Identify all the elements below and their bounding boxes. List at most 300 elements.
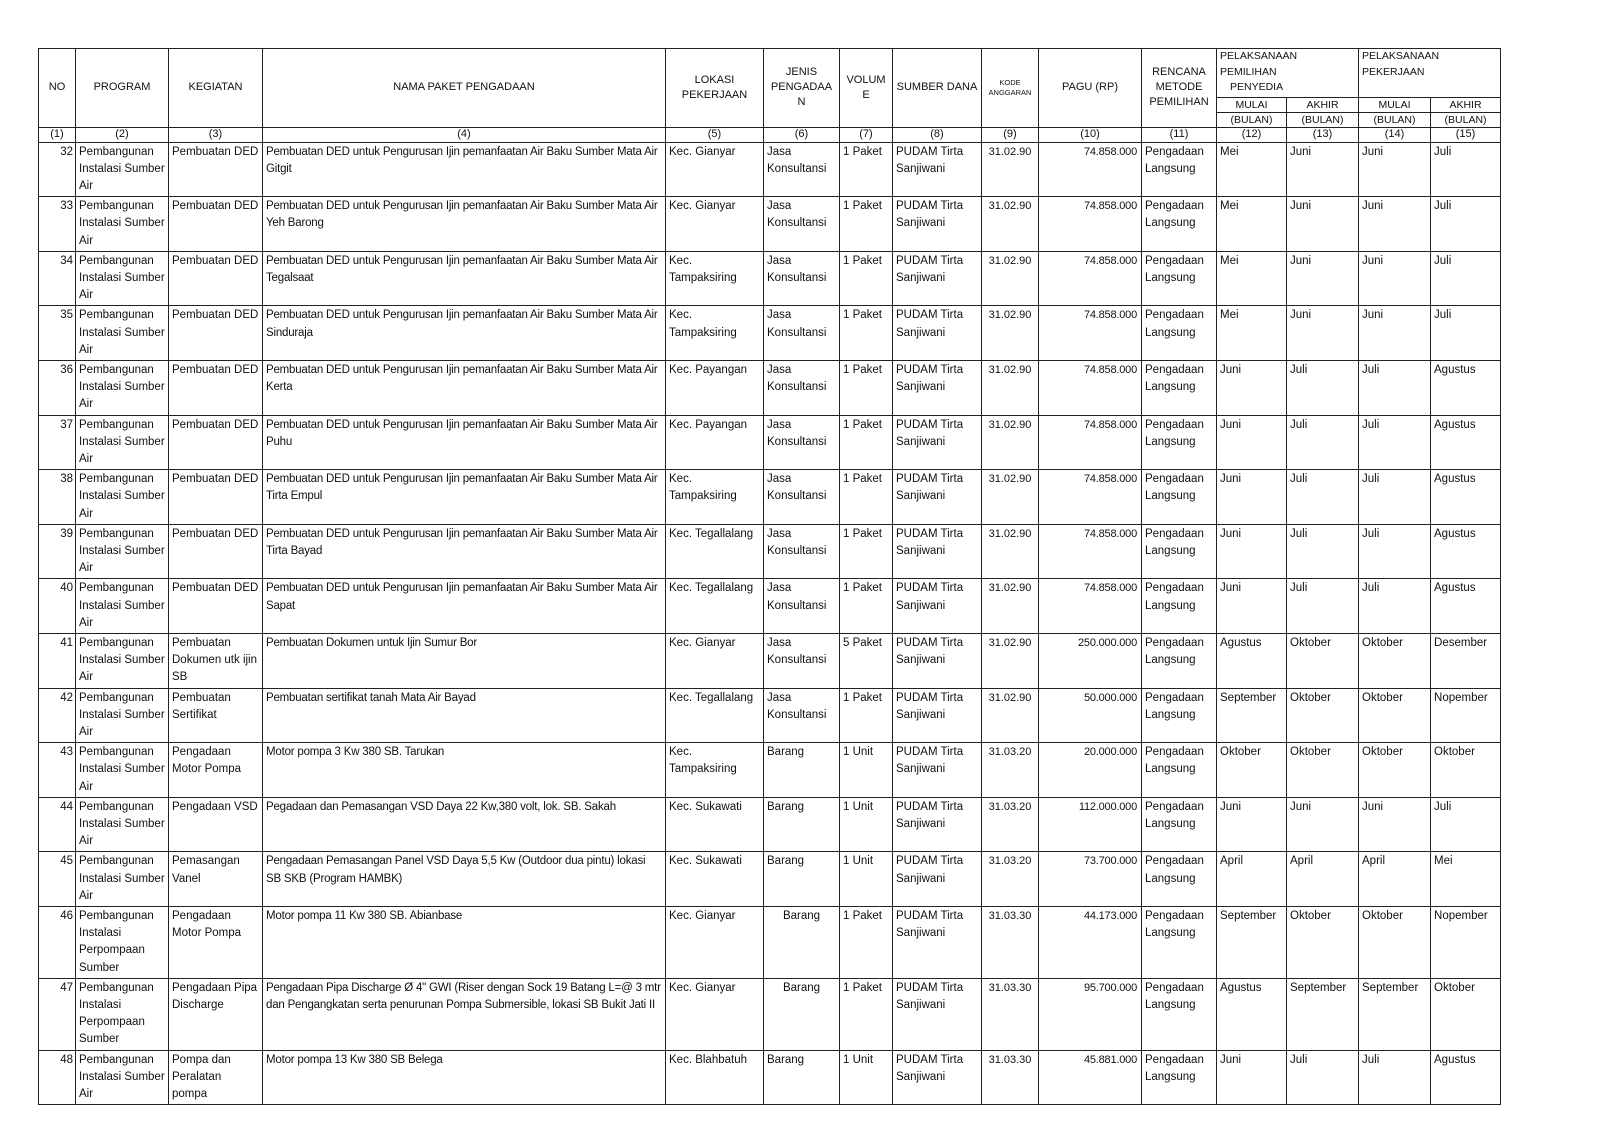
cell-metode: Pengadaan Langsung	[1142, 306, 1217, 361]
cell-metode: Pengadaan Langsung	[1142, 688, 1217, 743]
table-body	[39, 142, 1501, 1105]
cell-metode: Pengadaan Langsung	[1142, 360, 1217, 415]
cell-pemilihan-akhir: Juli	[1287, 470, 1359, 525]
cell-no: 44	[39, 797, 76, 852]
cell-lokasi: Kec. Gianyar	[666, 142, 764, 197]
cell-kode-anggaran: 31.02.90	[982, 633, 1039, 688]
column-number-13: (13)	[1287, 127, 1359, 142]
cell-metode: Pengadaan Langsung	[1142, 852, 1217, 907]
cell-volume: 1 Unit	[840, 743, 893, 798]
cell-pagu: 74.858.000	[1039, 579, 1142, 634]
cell-pemilihan-akhir: Juli	[1287, 579, 1359, 634]
cell-pemilihan-mulai: Mei	[1217, 251, 1287, 306]
cell-kegiatan: Pemasangan Vanel	[169, 852, 263, 907]
cell-kegiatan: Pengadaan Pipa Discharge	[169, 978, 263, 1050]
cell-jenis: Jasa Konsultansi	[764, 197, 840, 252]
cell-pekerjaan-akhir: Mei	[1431, 852, 1501, 907]
cell-sumber-dana: PUDAM Tirta Sanjiwani	[893, 524, 982, 579]
cell-pemilihan-akhir: Oktober	[1287, 743, 1359, 798]
cell-program: Pembangunan Instalasi Sumber Air	[76, 852, 169, 907]
cell-kode-anggaran: 31.03.20	[982, 797, 1039, 852]
cell-pemilihan-mulai: Mei	[1217, 197, 1287, 252]
cell-program: Pembangunan Instalasi Perpompaan Sumber	[76, 978, 169, 1050]
cell-sumber-dana: PUDAM Tirta Sanjiwani	[893, 306, 982, 361]
cell-kode-anggaran: 31.02.90	[982, 470, 1039, 525]
cell-kode-anggaran: 31.02.90	[982, 579, 1039, 634]
cell-jenis: Jasa Konsultansi	[764, 306, 840, 361]
cell-kegiatan: Pembuatan Dokumen utk ijin SB	[169, 633, 263, 688]
column-number-12: (12)	[1217, 127, 1287, 142]
cell-pekerjaan-akhir: Agustus	[1431, 470, 1501, 525]
cell-pemilihan-mulai: September	[1217, 688, 1287, 743]
column-number-14: (14)	[1359, 127, 1431, 142]
cell-pekerjaan-akhir: Juli	[1431, 251, 1501, 306]
cell-lokasi: Kec. Gianyar	[666, 978, 764, 1050]
cell-volume: 1 Paket	[840, 306, 893, 361]
cell-nama-paket: Pembuatan DED untuk Pengurusan Ijin pemanfaatan Air Baku Sumber Mata Air Puhu	[263, 415, 666, 470]
cell-pekerjaan-mulai: Juli	[1359, 415, 1431, 470]
header-kegiatan: KEGIATAN	[169, 49, 263, 128]
cell-pemilihan-akhir: Juli	[1287, 524, 1359, 579]
table-row	[39, 360, 1501, 415]
cell-program: Pembangunan Instalasi Sumber Air	[76, 579, 169, 634]
cell-kegiatan: Pembuatan DED	[169, 470, 263, 525]
cell-sumber-dana: PUDAM Tirta Sanjiwani	[893, 1050, 982, 1105]
cell-pekerjaan-mulai: Oktober	[1359, 743, 1431, 798]
cell-program: Pembangunan Instalasi Sumber Air	[76, 251, 169, 306]
cell-pekerjaan-mulai: April	[1359, 852, 1431, 907]
header-pemilihan-line1: PELAKSANAAN	[1220, 50, 1298, 62]
header-nama-paket: NAMA PAKET PENGADAAN	[263, 49, 666, 128]
cell-jenis: Jasa Konsultansi	[764, 251, 840, 306]
cell-nama-paket: Pembuatan Dokumen untuk Ijin Sumur Bor	[263, 633, 666, 688]
cell-pemilihan-mulai: Oktober	[1217, 743, 1287, 798]
cell-pekerjaan-mulai: Oktober	[1359, 633, 1431, 688]
cell-lokasi: Kec. Gianyar	[666, 907, 764, 979]
table-row	[39, 797, 1501, 852]
header-pekerjaan-line2: PEKERJAAN	[1362, 65, 1425, 78]
cell-nama-paket: Pembuatan DED untuk Pengurusan Ijin pemanfaatan Air Baku Sumber Mata Air Gitgit	[263, 142, 666, 197]
column-number-1: (1)	[39, 127, 76, 142]
cell-pemilihan-akhir: Juni	[1287, 142, 1359, 197]
cell-lokasi: Kec. Tampaksiring	[666, 470, 764, 525]
cell-kegiatan: Pengadaan Motor Pompa	[169, 907, 263, 979]
cell-kode-anggaran: 31.02.90	[982, 142, 1039, 197]
cell-kode-anggaran: 31.02.90	[982, 415, 1039, 470]
cell-metode: Pengadaan Langsung	[1142, 415, 1217, 470]
cell-metode: Pengadaan Langsung	[1142, 743, 1217, 798]
column-number-2: (2)	[76, 127, 169, 142]
cell-nama-paket: Pembuatan DED untuk Pengurusan Ijin pemanfaatan Air Baku Sumber Mata Air Tirta Empul	[263, 470, 666, 525]
cell-sumber-dana: PUDAM Tirta Sanjiwani	[893, 688, 982, 743]
cell-kode-anggaran: 31.02.90	[982, 360, 1039, 415]
header-pk-akhir-unit: (BULAN)	[1431, 112, 1501, 127]
cell-kegiatan: Pembuatan DED	[169, 415, 263, 470]
header-no: NO	[39, 49, 76, 128]
cell-program: Pembangunan Instalasi Sumber Air	[76, 524, 169, 579]
cell-pemilihan-akhir: Juli	[1287, 415, 1359, 470]
cell-pemilihan-akhir: Oktober	[1287, 633, 1359, 688]
cell-volume: 1 Paket	[840, 360, 893, 415]
cell-pemilihan-mulai: Mei	[1217, 306, 1287, 361]
column-number-7: (7)	[840, 127, 893, 142]
cell-pekerjaan-akhir: Juli	[1431, 197, 1501, 252]
cell-kode-anggaran: 31.03.30	[982, 978, 1039, 1050]
header-jenis: JENIS PENGADAAN	[764, 49, 840, 128]
cell-lokasi: Kec. Blahbatuh	[666, 1050, 764, 1105]
cell-metode: Pengadaan Langsung	[1142, 1050, 1217, 1105]
cell-pemilihan-mulai: Juni	[1217, 415, 1287, 470]
header-volume: VOLUME	[840, 49, 893, 128]
cell-pekerjaan-akhir: Agustus	[1431, 360, 1501, 415]
cell-no: 41	[39, 633, 76, 688]
cell-kegiatan: Pembuatan Sertifikat	[169, 688, 263, 743]
cell-no: 43	[39, 743, 76, 798]
cell-kegiatan: Pembuatan DED	[169, 142, 263, 197]
cell-kegiatan: Pembuatan DED	[169, 197, 263, 252]
cell-no: 38	[39, 470, 76, 525]
cell-sumber-dana: PUDAM Tirta Sanjiwani	[893, 797, 982, 852]
cell-jenis: Jasa Konsultansi	[764, 415, 840, 470]
cell-metode: Pengadaan Langsung	[1142, 142, 1217, 197]
table-row	[39, 1050, 1501, 1105]
cell-jenis: Jasa Konsultansi	[764, 579, 840, 634]
cell-program: Pembangunan Instalasi Sumber Air	[76, 633, 169, 688]
cell-kode-anggaran: 31.03.20	[982, 743, 1039, 798]
cell-lokasi: Kec. Sukawati	[666, 852, 764, 907]
cell-no: 33	[39, 197, 76, 252]
column-number-4: (4)	[263, 127, 666, 142]
table-row	[39, 852, 1501, 907]
cell-pagu: 44.173.000	[1039, 907, 1142, 979]
table-row	[39, 470, 1501, 525]
procurement-table	[38, 48, 1501, 1105]
cell-no: 48	[39, 1050, 76, 1105]
cell-pemilihan-akhir: Juli	[1287, 1050, 1359, 1105]
cell-pekerjaan-mulai: Juli	[1359, 1050, 1431, 1105]
cell-kode-anggaran: 31.03.20	[982, 852, 1039, 907]
header-pemilihan-line3: PENYEDIA	[1230, 81, 1284, 93]
cell-volume: 1 Paket	[840, 251, 893, 306]
cell-jenis: Jasa Konsultansi	[764, 360, 840, 415]
cell-lokasi: Kec. Tegallalang	[666, 524, 764, 579]
cell-pekerjaan-akhir: Agustus	[1431, 1050, 1501, 1105]
cell-nama-paket: Pembuatan DED untuk Pengurusan Ijin pemanfaatan Air Baku Sumber Mata Air Sapat	[263, 579, 666, 634]
cell-sumber-dana: PUDAM Tirta Sanjiwani	[893, 633, 982, 688]
cell-kegiatan: Pompa dan Peralatan pompa	[169, 1050, 263, 1105]
cell-jenis: Jasa Konsultansi	[764, 524, 840, 579]
cell-metode: Pengadaan Langsung	[1142, 907, 1217, 979]
cell-pagu: 74.858.000	[1039, 306, 1142, 361]
cell-pekerjaan-mulai: Juni	[1359, 197, 1431, 252]
cell-lokasi: Kec. Payangan	[666, 360, 764, 415]
cell-kegiatan: Pembuatan DED	[169, 524, 263, 579]
cell-metode: Pengadaan Langsung	[1142, 579, 1217, 634]
cell-kegiatan: Pengadaan VSD	[169, 797, 263, 852]
cell-jenis: Barang	[764, 978, 840, 1050]
cell-jenis: Barang	[764, 1050, 840, 1105]
header-pagu: PAGU (RP)	[1039, 49, 1142, 128]
cell-pagu: 74.858.000	[1039, 360, 1142, 415]
cell-nama-paket: Pegadaan dan Pemasangan VSD Daya 22 Kw,380 volt, lok. SB. Sakah	[263, 797, 666, 852]
cell-kode-anggaran: 31.03.30	[982, 907, 1039, 979]
header-lokasi: LOKASI PEKERJAAN	[666, 49, 764, 128]
cell-pekerjaan-akhir: Agustus	[1431, 579, 1501, 634]
cell-no: 40	[39, 579, 76, 634]
cell-volume: 1 Paket	[840, 524, 893, 579]
cell-nama-paket: Pembuatan DED untuk Pengurusan Ijin pemanfaatan Air Baku Sumber Mata Air Kerta	[263, 360, 666, 415]
header-sumber-dana: SUMBER DANA	[893, 49, 982, 128]
cell-pagu: 74.858.000	[1039, 524, 1142, 579]
cell-program: Pembangunan Instalasi Sumber Air	[76, 470, 169, 525]
cell-no: 46	[39, 907, 76, 979]
cell-pemilihan-mulai: Agustus	[1217, 978, 1287, 1050]
cell-jenis: Barang	[764, 797, 840, 852]
cell-nama-paket: Pembuatan DED untuk Pengurusan Ijin pemanfaatan Air Baku Sumber Mata Air Tirta Bayad	[263, 524, 666, 579]
header-pemilihan-line2: PEMILIHAN	[1220, 65, 1277, 78]
header-pk-akhir: AKHIR	[1431, 97, 1501, 112]
cell-volume: 1 Unit	[840, 1050, 893, 1105]
cell-kegiatan: Pengadaan Motor Pompa	[169, 743, 263, 798]
cell-program: Pembangunan Instalasi Sumber Air	[76, 688, 169, 743]
cell-pekerjaan-akhir: Juli	[1431, 306, 1501, 361]
cell-pemilihan-mulai: Agustus	[1217, 633, 1287, 688]
cell-lokasi: Kec. Payangan	[666, 415, 764, 470]
cell-program: Pembangunan Instalasi Sumber Air	[76, 142, 169, 197]
table-row	[39, 907, 1501, 979]
cell-pagu: 74.858.000	[1039, 142, 1142, 197]
header-kode-anggaran: KODE ANGGARAN	[982, 49, 1039, 128]
cell-nama-paket: Motor pompa 3 Kw 380 SB. Tarukan	[263, 743, 666, 798]
cell-pemilihan-akhir: September	[1287, 978, 1359, 1050]
cell-lokasi: Kec. Tampaksiring	[666, 743, 764, 798]
cell-kode-anggaran: 31.02.90	[982, 524, 1039, 579]
cell-pemilihan-mulai: Juni	[1217, 360, 1287, 415]
column-number-15: (15)	[1431, 127, 1501, 142]
cell-pagu: 20.000.000	[1039, 743, 1142, 798]
cell-jenis: Jasa Konsultansi	[764, 470, 840, 525]
cell-pekerjaan-akhir: Agustus	[1431, 524, 1501, 579]
column-number-row	[39, 127, 1501, 142]
cell-lokasi: Kec. Sukawati	[666, 797, 764, 852]
cell-pagu: 50.000.000	[1039, 688, 1142, 743]
cell-volume: 1 Paket	[840, 688, 893, 743]
table-row	[39, 142, 1501, 197]
cell-sumber-dana: PUDAM Tirta Sanjiwani	[893, 470, 982, 525]
cell-sumber-dana: PUDAM Tirta Sanjiwani	[893, 978, 982, 1050]
cell-lokasi: Kec. Tegallalang	[666, 579, 764, 634]
cell-volume: 1 Paket	[840, 579, 893, 634]
cell-nama-paket: Motor pompa 13 Kw 380 SB Belega	[263, 1050, 666, 1105]
cell-no: 34	[39, 251, 76, 306]
cell-pekerjaan-mulai: Juni	[1359, 251, 1431, 306]
cell-nama-paket: Pembuatan sertifikat tanah Mata Air Bayad	[263, 688, 666, 743]
cell-program: Pembangunan Instalasi Perpompaan Sumber	[76, 907, 169, 979]
cell-no: 45	[39, 852, 76, 907]
table-row	[39, 633, 1501, 688]
cell-program: Pembangunan Instalasi Sumber Air	[76, 797, 169, 852]
cell-no: 35	[39, 306, 76, 361]
cell-lokasi: Kec. Tampaksiring	[666, 251, 764, 306]
cell-kegiatan: Pembuatan DED	[169, 306, 263, 361]
column-number-11: (11)	[1142, 127, 1217, 142]
cell-sumber-dana: PUDAM Tirta Sanjiwani	[893, 360, 982, 415]
cell-program: Pembangunan Instalasi Sumber Air	[76, 415, 169, 470]
cell-pemilihan-mulai: Mei	[1217, 142, 1287, 197]
cell-program: Pembangunan Instalasi Sumber Air	[76, 1050, 169, 1105]
cell-pagu: 45.881.000	[1039, 1050, 1142, 1105]
cell-pekerjaan-akhir: Juli	[1431, 142, 1501, 197]
column-number-3: (3)	[169, 127, 263, 142]
cell-pekerjaan-mulai: Oktober	[1359, 907, 1431, 979]
column-number-5: (5)	[666, 127, 764, 142]
cell-jenis: Jasa Konsultansi	[764, 142, 840, 197]
cell-pekerjaan-akhir: Juli	[1431, 797, 1501, 852]
cell-pagu: 95.700.000	[1039, 978, 1142, 1050]
table-row	[39, 306, 1501, 361]
cell-kode-anggaran: 31.02.90	[982, 251, 1039, 306]
table-header	[39, 49, 1501, 143]
cell-volume: 1 Paket	[840, 415, 893, 470]
column-number-8: (8)	[893, 127, 982, 142]
cell-program: Pembangunan Instalasi Sumber Air	[76, 306, 169, 361]
cell-no: 32	[39, 142, 76, 197]
cell-pagu: 74.858.000	[1039, 251, 1142, 306]
cell-volume: 1 Unit	[840, 797, 893, 852]
cell-program: Pembangunan Instalasi Sumber Air	[76, 743, 169, 798]
cell-volume: 1 Paket	[840, 978, 893, 1050]
cell-pemilihan-akhir: April	[1287, 852, 1359, 907]
cell-kode-anggaran: 31.02.90	[982, 197, 1039, 252]
cell-metode: Pengadaan Langsung	[1142, 197, 1217, 252]
column-number-6: (6)	[764, 127, 840, 142]
cell-pemilihan-akhir: Oktober	[1287, 688, 1359, 743]
cell-sumber-dana: PUDAM Tirta Sanjiwani	[893, 142, 982, 197]
cell-volume: 1 Paket	[840, 470, 893, 525]
cell-pemilihan-mulai: Juni	[1217, 470, 1287, 525]
cell-jenis: Jasa Konsultansi	[764, 633, 840, 688]
cell-pemilihan-akhir: Oktober	[1287, 907, 1359, 979]
header-pekerjaan-line1: PELAKSANAAN	[1362, 50, 1440, 62]
table-row	[39, 579, 1501, 634]
header-pp-akhir-unit: (BULAN)	[1287, 112, 1359, 127]
cell-pekerjaan-akhir: Oktober	[1431, 978, 1501, 1050]
cell-pemilihan-mulai: Juni	[1217, 524, 1287, 579]
cell-nama-paket: Pengadaan Pipa Discharge Ø 4" GWI (Riser dengan Sock 19 Batang L=@ 3 mtr dan Pengangkatan serta penurunan Pompa Submersible, lokasi SB Bukit Jati II	[263, 978, 666, 1050]
table-row	[39, 415, 1501, 470]
cell-no: 42	[39, 688, 76, 743]
cell-pekerjaan-mulai: Juli	[1359, 360, 1431, 415]
cell-pekerjaan-akhir: Nopember	[1431, 907, 1501, 979]
cell-lokasi: Kec. Gianyar	[666, 633, 764, 688]
header-pp-mulai: MULAI	[1217, 97, 1287, 112]
cell-nama-paket: Pembuatan DED untuk Pengurusan Ijin pemanfaatan Air Baku Sumber Mata Air Sinduraja	[263, 306, 666, 361]
table-row	[39, 524, 1501, 579]
cell-sumber-dana: PUDAM Tirta Sanjiwani	[893, 251, 982, 306]
cell-pemilihan-akhir: Juni	[1287, 197, 1359, 252]
cell-pemilihan-mulai: April	[1217, 852, 1287, 907]
cell-pagu: 73.700.000	[1039, 852, 1142, 907]
cell-volume: 5 Paket	[840, 633, 893, 688]
header-pemilihan-penyedia	[1217, 49, 1359, 98]
cell-kode-anggaran: 31.03.30	[982, 1050, 1039, 1105]
header-pelaksanaan-pekerjaan	[1359, 49, 1501, 98]
cell-pekerjaan-mulai: Oktober	[1359, 688, 1431, 743]
cell-metode: Pengadaan Langsung	[1142, 524, 1217, 579]
cell-nama-paket: Pembuatan DED untuk Pengurusan Ijin pemanfaatan Air Baku Sumber Mata Air Tegalsaat	[263, 251, 666, 306]
cell-volume: 1 Paket	[840, 197, 893, 252]
header-program: PROGRAM	[76, 49, 169, 128]
table-row	[39, 743, 1501, 798]
header-pp-mulai-unit: (BULAN)	[1217, 112, 1287, 127]
cell-pemilihan-mulai: Juni	[1217, 797, 1287, 852]
cell-pemilihan-akhir: Juni	[1287, 797, 1359, 852]
cell-no: 39	[39, 524, 76, 579]
cell-nama-paket: Motor pompa 11 Kw 380 SB. Abianbase	[263, 907, 666, 979]
cell-pekerjaan-mulai: Juli	[1359, 524, 1431, 579]
cell-volume: 1 Unit	[840, 852, 893, 907]
cell-metode: Pengadaan Langsung	[1142, 633, 1217, 688]
table-row	[39, 978, 1501, 1050]
cell-sumber-dana: PUDAM Tirta Sanjiwani	[893, 907, 982, 979]
cell-pemilihan-akhir: Juli	[1287, 360, 1359, 415]
cell-metode: Pengadaan Langsung	[1142, 797, 1217, 852]
table-row	[39, 688, 1501, 743]
cell-no: 47	[39, 978, 76, 1050]
cell-lokasi: Kec. Tegallalang	[666, 688, 764, 743]
cell-pagu: 74.858.000	[1039, 197, 1142, 252]
cell-volume: 1 Paket	[840, 907, 893, 979]
cell-pemilihan-mulai: September	[1217, 907, 1287, 979]
cell-volume: 1 Paket	[840, 142, 893, 197]
column-number-10: (10)	[1039, 127, 1142, 142]
cell-pekerjaan-mulai: September	[1359, 978, 1431, 1050]
cell-pemilihan-akhir: Juni	[1287, 306, 1359, 361]
cell-nama-paket: Pembuatan DED untuk Pengurusan Ijin pemanfaatan Air Baku Sumber Mata Air Yeh Barong	[263, 197, 666, 252]
table-row	[39, 251, 1501, 306]
cell-sumber-dana: PUDAM Tirta Sanjiwani	[893, 852, 982, 907]
cell-pekerjaan-mulai: Juni	[1359, 142, 1431, 197]
cell-pekerjaan-mulai: Juni	[1359, 797, 1431, 852]
cell-jenis: Barang	[764, 907, 840, 979]
cell-pagu: 250.000.000	[1039, 633, 1142, 688]
header-rencana-metode: RENCANA METODE PEMILIHAN	[1142, 49, 1217, 128]
cell-kode-anggaran: 31.02.90	[982, 688, 1039, 743]
cell-metode: Pengadaan Langsung	[1142, 470, 1217, 525]
cell-program: Pembangunan Instalasi Sumber Air	[76, 360, 169, 415]
cell-kode-anggaran: 31.02.90	[982, 306, 1039, 361]
cell-lokasi: Kec. Tampaksiring	[666, 306, 764, 361]
header-pp-akhir: AKHIR	[1287, 97, 1359, 112]
cell-pagu: 74.858.000	[1039, 470, 1142, 525]
cell-pagu: 112.000.000	[1039, 797, 1142, 852]
cell-program: Pembangunan Instalasi Sumber Air	[76, 197, 169, 252]
cell-jenis: Barang	[764, 743, 840, 798]
cell-pekerjaan-akhir: Desember	[1431, 633, 1501, 688]
cell-no: 36	[39, 360, 76, 415]
cell-sumber-dana: PUDAM Tirta Sanjiwani	[893, 579, 982, 634]
cell-kegiatan: Pembuatan DED	[169, 360, 263, 415]
cell-pemilihan-mulai: Juni	[1217, 1050, 1287, 1105]
cell-pemilihan-akhir: Juni	[1287, 251, 1359, 306]
cell-kegiatan: Pembuatan DED	[169, 251, 263, 306]
cell-pekerjaan-akhir: Agustus	[1431, 415, 1501, 470]
column-number-9: (9)	[982, 127, 1039, 142]
cell-pekerjaan-akhir: Oktober	[1431, 743, 1501, 798]
cell-nama-paket: Pengadaan Pemasangan Panel VSD Daya 5,5 Kw (Outdoor dua pintu) lokasi SB SKB (Program HAMBK)	[263, 852, 666, 907]
cell-pagu: 74.858.000	[1039, 415, 1142, 470]
table-row	[39, 197, 1501, 252]
